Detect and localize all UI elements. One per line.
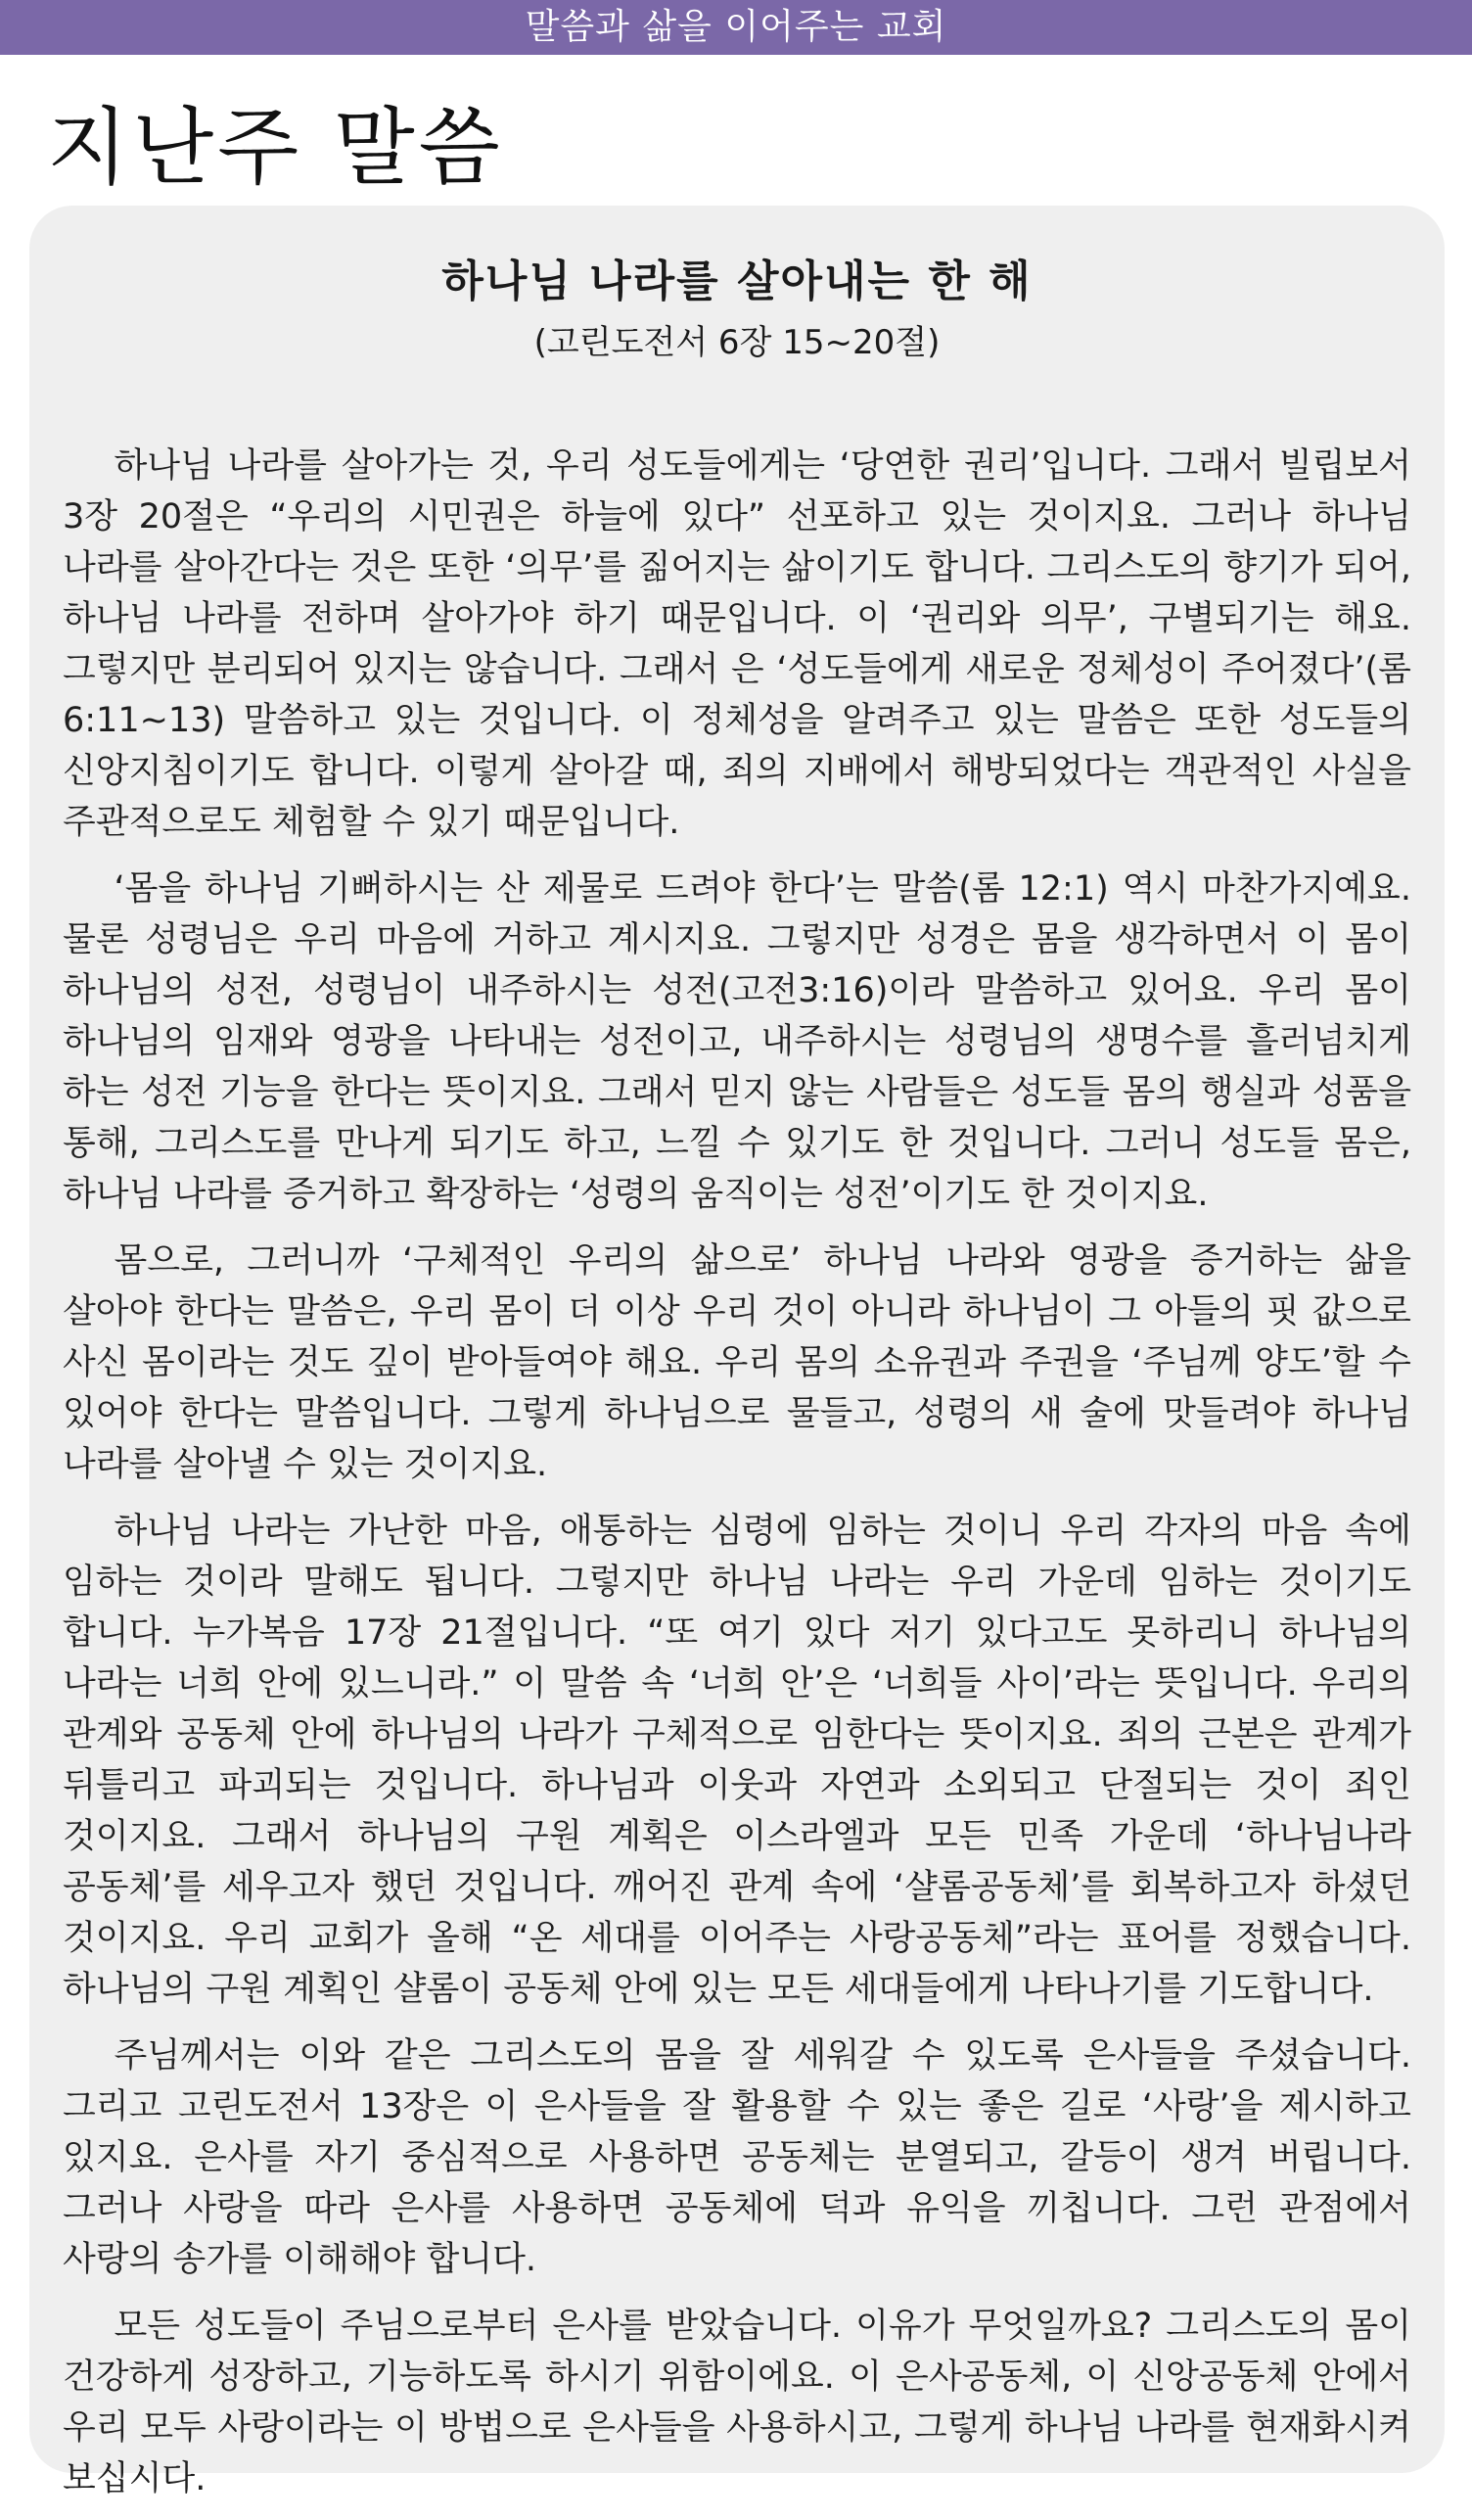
sermon-paragraph-5: 주님께서는 이와 같은 그리스도의 몸을 잘 세워갈 수 있도록 은사들을 주셨습니다. 그리고 고린도전서 13장은 이 은사들을 잘 활용할 수 있는 좋은 길로 ‘사랑’을 제시하고 있지요. 은사를 자기 중심적으로 사용하면 공동체는 분열되고, 갈등이 생겨 버립니다. 그러나 사랑을 따라 은사를 사용하면 공동체에 덕과 유익을 끼칩니다. 그런 관점에서 사랑의 송가를 이해해야 합니다. bbox=[63, 2036, 1411, 2279]
scripture-reference: (고린도전서 6장 15~20절) bbox=[533, 323, 941, 362]
sermon-paragraph-3: 몸으로, 그러니까 ‘구체적인 우리의 삶으로’ 하나님 나라와 영광을 증거하는 삶을 살아야 한다는 말씀은, 우리 몸이 더 이상 우리 것이 아니라 하나님이 그 아들의 핏 값으로 사신 몸이라는 것도 깊이 받아들여야 해요. 우리 몸의 소유권과 주권을 ‘주님께 양도’할 수 있어야 한다는 말씀입니다. 그렇게 하나님으로 물들고, 성령의 새 술에 맛들려야 하나님 나라를 살아낼 수 있는 것이지요. bbox=[63, 1241, 1411, 1484]
top-banner: 말씀과 삶을 이어주는 교회 bbox=[0, 0, 1472, 55]
sermon-paragraph-4: 하나님 나라는 가난한 마음, 애통하는 심령에 임하는 것이니 우리 각자의 마음 속에 임하는 것이라 말해도 됩니다. 그렇지만 하나님 나라는 우리 가운데 임하는 것이기도 합니다. 누가복음 17장 21절입니다. “또 여기 있다 저기 있다고도 못하리니 하나님의 나라는 너희 안에 있느니라.” 이 말씀 속 ‘너희 안’은 ‘너희들 사이’라는 뜻입니다. 우리의 관계와 공동체 안에 하나님의 나라가 구체적으로 임한다는 뜻이지요. 죄의 근본은 관계가 뒤틀리고 파괴되는 것입니다. 하나님과 이웃과 자연과 소외되고 단절되는 것이 죄인 것이지요. 그래서 하나님의 구원 계획은 이스라엘과 모든 민족 가운데 ‘하나님나라 공동체’를 세우고자 했던 것입니다. 깨어진 관계 속에 ‘샬롬공동체’를 회복하고자 하셨던 것이지요. 우리 교회가 올해 “온 세대를 이어주는 사랑공동체”라는 표어를 정했습니다. 하나님의 구원 계획인 샬롬이 공동체 안에 있는 모든 세대들에게 나타나기를 기도합니다. bbox=[63, 1512, 1411, 2009]
sermon-body bbox=[63, 441, 1411, 2520]
section-title: 지난주 말씀 bbox=[47, 99, 504, 197]
sermon-paragraph-1: 하나님 나라를 살아가는 것, 우리 성도들에게는 ‘당연한 권리’입니다. 그래서 빌립보서 3장 20절은 “우리의 시민권은 하늘에 있다” 선포하고 있는 것이지요. 그러나 하나님 나라를 살아간다는 것은 또한 ‘의무’를 짊어지는 삶이기도 합니다. 그리스도의 향기가 되어, 하나님 나라를 전하며 살아가야 하기 때문입니다. 이 ‘권리와 의무’, 구별되기는 해요. 그렇지만 분리되어 있지는 않습니다. 그래서 은 ‘성도들에게 새로운 정체성이 주어졌다’(롬 6:11~13) 말씀하고 있는 것입니다. 이 정체성을 알려주고 있는 말씀은 또한 성도들의 신앙지침이기도 합니다. 이렇게 살아갈 때, 죄의 지배에서 해방되었다는 객관적인 사실을 주관적으로도 체험할 수 있기 때문입니다. bbox=[63, 446, 1411, 842]
sermon-box bbox=[29, 206, 1445, 2498]
sermon-title: 하나님 나라를 살아내는 한 해 bbox=[441, 257, 1033, 306]
sermon-paragraph-2: ‘몸을 하나님 기뻐하시는 산 제물로 드려야 한다’는 말씀(롬 12:1) 역시 마찬가지예요. 물론 성령님은 우리 마음에 거하고 계시지요. 그렇지만 성경은 몸을 생각하면서 이 몸이 하나님의 성전, 성령님이 내주하시는 성전(고전3:16)이라 말씀하고 있어요. 우리 몸이 하나님의 임재와 영광을 나타내는 성전이고, 내주하시는 성령님의 생명수를 흘러넘치게 하는 성전 기능을 한다는 뜻이지요. 그래서 믿지 않는 사람들은 성도들 몸의 행실과 성품을 통해, 그리스도를 만나게 되기도 하고, 느낄 수 있기도 한 것입니다. 그러니 성도들 몸은, 하나님 나라를 증거하고 확장하는 ‘성령의 움직이는 성전’이기도 한 것이지요. bbox=[63, 869, 1411, 1214]
sermon-paragraph-6: 모든 성도들이 주님으로부터 은사를 받았습니다. 이유가 무엇일까요? 그리스도의 몸이 건강하게 성장하고, 기능하도록 하시기 위함이에요. 이 은사공동체, 이 신앙공동체 안에서 우리 모두 사랑이라는 이 방법으로 은사들을 사용하시고, 그렇게 하나님 나라를 현재화시켜 보십시다. bbox=[63, 2307, 1411, 2498]
